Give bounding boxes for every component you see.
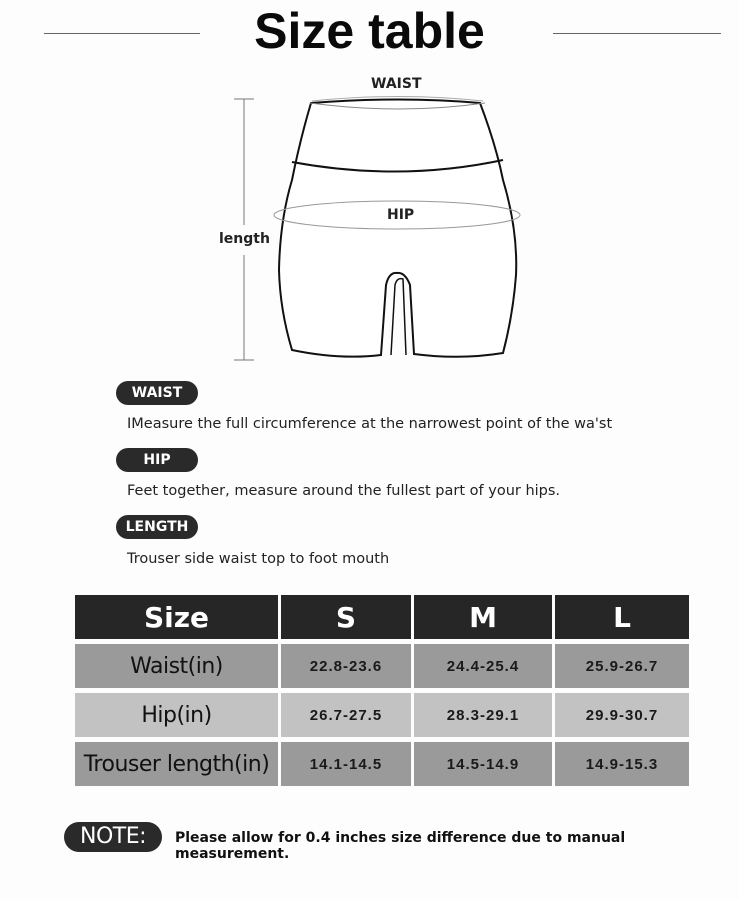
table-cell: 26.7-27.5	[281, 693, 411, 737]
length-tag: LENGTH	[116, 515, 198, 539]
shorts-outline	[279, 100, 516, 357]
table-cell: 22.8-23.6	[281, 644, 411, 688]
hip-description: Feet together, measure around the fullest part of your hips.	[127, 483, 561, 499]
size-table	[72, 590, 692, 791]
crotch-inner-line	[391, 279, 406, 355]
row-label: Trouser length(in)	[75, 742, 278, 786]
waist-tag: WAIST	[116, 381, 198, 405]
table-cell: 24.4-25.4	[414, 644, 552, 688]
table-cell: 25.9-26.7	[555, 644, 689, 688]
hip-tag: HIP	[116, 448, 198, 472]
row-label: Waist(in)	[75, 644, 278, 688]
table-header-row	[75, 595, 689, 639]
waist-description: IMeasure the full circumference at the narrowest point of the wa'st	[127, 416, 613, 432]
header-m: M	[414, 595, 552, 639]
table-row-trouser-length	[75, 742, 689, 786]
page-title: Size table	[254, 3, 485, 59]
table-row-waist	[75, 644, 689, 688]
length-description: Trouser side waist top to foot mouth	[127, 551, 390, 567]
table-cell: 14.9-15.3	[555, 742, 689, 786]
row-label: Hip(in)	[75, 693, 278, 737]
header-s: S	[281, 595, 411, 639]
table-cell: 29.9-30.7	[555, 693, 689, 737]
diagram-length-label: length	[219, 231, 270, 247]
note-tag: NOTE:	[64, 822, 162, 852]
header-l: L	[555, 595, 689, 639]
table-cell: 14.1-14.5	[281, 742, 411, 786]
diagram-hip-label: HIP	[387, 207, 415, 223]
shorts-diagram	[200, 70, 540, 370]
note-text: Please allow for 0.4 inches size difference due to manual measurement.	[175, 830, 626, 862]
diagram-waist-label: WAIST	[371, 76, 422, 92]
table-row-hip	[75, 693, 689, 737]
table-cell: 28.3-29.1	[414, 693, 552, 737]
table-cell: 14.5-14.9	[414, 742, 552, 786]
header-size: Size	[75, 595, 278, 639]
